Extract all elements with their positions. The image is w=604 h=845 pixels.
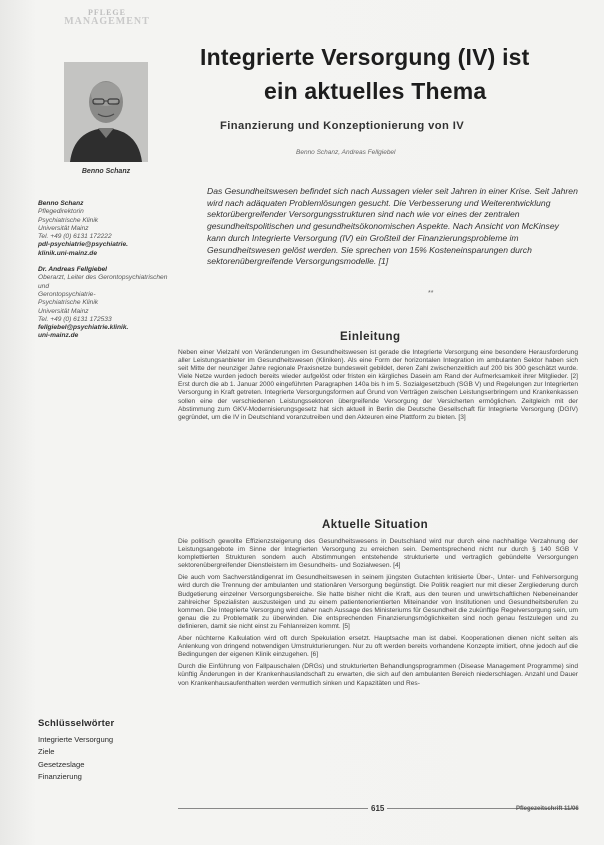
- author2-line: Gerontopsychiatrie-: [38, 290, 96, 298]
- author2-line: Psychiatrische Klinik: [38, 299, 99, 307]
- author1-email[interactable]: pdl-psychiatrie@psychiatrie.: [38, 241, 128, 249]
- paragraph: Die politisch gewollte Effizienzsteigerung des Gesundheitswesens in Deutschland wird nur durch eine nachhaltige Verzahnung der Leistungsangebote im Sinne der Integrierten Versorgung zu erreichen sein. Dementsprechend nicht nur durch § 140 SGB V komplettierten Strukturen sondern auch Abstimmungen entstehende strukturierte und vertraglich gebündelte Versorgungen sektorenübergreifender Dienstleistern im Gesundheits- und Sozialwesen. [4]: [178, 538, 578, 570]
- keyword-item: Ziele: [38, 747, 55, 757]
- author-photo: [64, 62, 148, 162]
- author1-line: Universität Mainz: [38, 224, 89, 232]
- author2-name: Dr. Andreas Fellgiebel: [38, 266, 108, 274]
- keywords-heading: Schlüsselwörter: [38, 718, 115, 729]
- masthead-line1: PFLEGE: [87, 8, 126, 17]
- margin-mark: **: [428, 290, 434, 297]
- keyword-item: Finanzierung: [38, 771, 82, 781]
- keywords-box: [38, 718, 168, 783]
- article-authors: Benno Schanz, Andreas Fellgiebel: [296, 149, 396, 156]
- keyword-item: Gesetzeslage: [38, 759, 85, 769]
- article-intro: Das Gesundheitswesen befindet sich nach Aussagen vieler seit Jahren in einer Krise. Seit Jahren wird nach adäquaten Problemlösungen gesucht. Die Verbesserung und Weiterentwicklung sektorübergreifender Versorgungsstrukturen sind nach wie vor eines der zentralen gesundheitspolitischen und gesundheitsökonomischen Aspekte. Nach Ansicht von McKinsey kann durch Integrierte Versorgung (IV) ein Großteil der Finanzierungsprobleme im Gesundheitswesen gelöst werden. Sie sprechen von 15% Kosteneinsparungen durch sektorenübergreifende Versorgungsmodelle. [1]: [207, 186, 578, 267]
- author2-email[interactable]: uni-mainz.de: [38, 332, 79, 340]
- author2-line: Tel. +49 (0) 6131 172533: [38, 315, 112, 323]
- author-sidebar: [38, 200, 168, 349]
- author2-line: Oberarzt, Leiter des Gerontopsychiatrischen und: [38, 274, 168, 290]
- author2-block: [38, 266, 168, 341]
- page-number: 615: [368, 804, 387, 813]
- article-title-line2: ein aktuelles Thema: [264, 78, 487, 104]
- masthead-logo: [62, 8, 152, 26]
- article-subtitle: Finanzierung und Konzeptionierung von IV: [220, 120, 465, 132]
- paragraph: Durch die Einführung von Fallpauschalen (DRGs) und strukturierten Behandlungsprogrammen (Disease Management Programme) sind künftig Änderungen in der Krankenhauslandschaft zu erwarten, die sich auf den ambulanten Bereich niederschlagen. Anzahl und Dauer von Krankenhausaufenthalten werden vermutlich sinken und Kapazitäten und Res-: [178, 663, 578, 687]
- photo-caption: Benno Schanz: [81, 168, 131, 175]
- author1-line: Tel. +49 (0) 6131 172222: [38, 233, 112, 241]
- paragraph: Aber nüchterne Kalkulation wird oft durch Spekulation ersetzt. Hauptsache man ist dabei. Kooperationen dienen nicht selten als Anlenkung von dringend notwendigen Umstrukturierungen. Nur zu oft werden bereits vorhandene Konzepte imitiert, ohne jedoch auf die Bedingungen der eigenen Klinik einzugehen. [6]: [178, 635, 578, 659]
- paragraph: Die auch vom Sachverständigenrat im Gesundheitswesen in seinem jüngsten Gutachten kritisierte Über-, Unter- und Fehlversorgung wird durch die Trennung der ambulanten und stationären Versorgung begünstigt. Die Politik reagiert nur mit dieser Zergliederung durch Budgetierung einzelner Versorgungsbereiche. Sie hatte bisher nicht die Kraft, aus den teuren und unwirtschaftlichen Nebeneinander zahlreicher Spezialisten auszusteigen und zu einem patientenorientierten Miteinander von Institutionen und Gesundheitsberufen zu kommen. Die Integrierte Versorgung wird daher nach Aussage des Ministeriums für Gesundheit die zukünftige Regelversorgung sein, um genau die zu Problematik zu überwinden. Die entsprechenden Finanzierungsmöglichkeiten sind noch genau festzulegen und zu definieren, damit sie nicht einst zu Fehlanreizen kommt. [5]: [178, 574, 578, 630]
- section-heading-einleitung: Einleitung: [340, 331, 401, 343]
- section-body-einleitung: [178, 349, 578, 426]
- masthead-line2: MANAGEMENT: [64, 16, 150, 27]
- author2-line: Universität Mainz: [38, 307, 89, 315]
- keyword-item: Integrierte Versorgung: [38, 735, 114, 744]
- paragraph: Neben einer Vielzahl von Veränderungen im Gesundheitswesen ist gerade die Integrierte Versorgung eine besondere Herausforderung aller Leistungsanbieter im Gesundheitswesen (Kliniken). Als eine Form der horizontalen Integration im ambulanten Sektor haben sich seit Mitte der neunziger Jahre regionale Praxisnetze bundesweit gebildet, deren Zahl zwischenzeitlich auf 200 bis 300 geschätzt wurde. Viele Netze wurden jedoch bereits wieder aufgelöst oder fristen ein kärgliches Dasein am Rand der Aufmerksamkeit ihrer Mitglieder. [2] Erst durch die ab 1. Januar 2000 eingeführten Paragraphen 140a bis h im 5. Sozialgesetzbuch (SGB V) und Regelungen zur Integrierten Versorgung in Kraft getreten. Integrierte Versorgungsformen auf Grund von Verträgen zwischen Leistungserbringern und Krankenkassen sollen eine der verschiedenen Leistungssektoren übergreifende Versorgung der Versicherten ermöglichen. Zeitgleich mit der Abstimmung zum GKV-Modernisierungsgesetz hat sich aktuell in Berlin die Deutsche Gesellschaft für Integrierte Versorgung (DGIV) gegründet, um die IV in Deutschland voranzutreiben und den Akteuren eine Plattform zu bieten. [3]: [178, 349, 578, 421]
- author1-line: Pflegedirektorin: [38, 208, 84, 216]
- journal-name: Pflegezeitschrift 11/06: [516, 806, 579, 812]
- section-body-aktuelle-situation: [178, 538, 578, 692]
- section-heading-aktuelle-situation: Aktuelle Situation: [322, 519, 429, 531]
- author1-email[interactable]: klinik.uni-mainz.de: [38, 249, 97, 257]
- author1-line: Psychiatrische Klinik: [38, 216, 99, 224]
- article-title-line1: Integrierte Versorgung (IV) ist: [200, 44, 530, 70]
- author1-name: Benno Schanz: [38, 200, 84, 207]
- author1-block: [38, 200, 168, 258]
- author2-email[interactable]: fellgiebel@psychiatrie.klinik.: [38, 324, 129, 332]
